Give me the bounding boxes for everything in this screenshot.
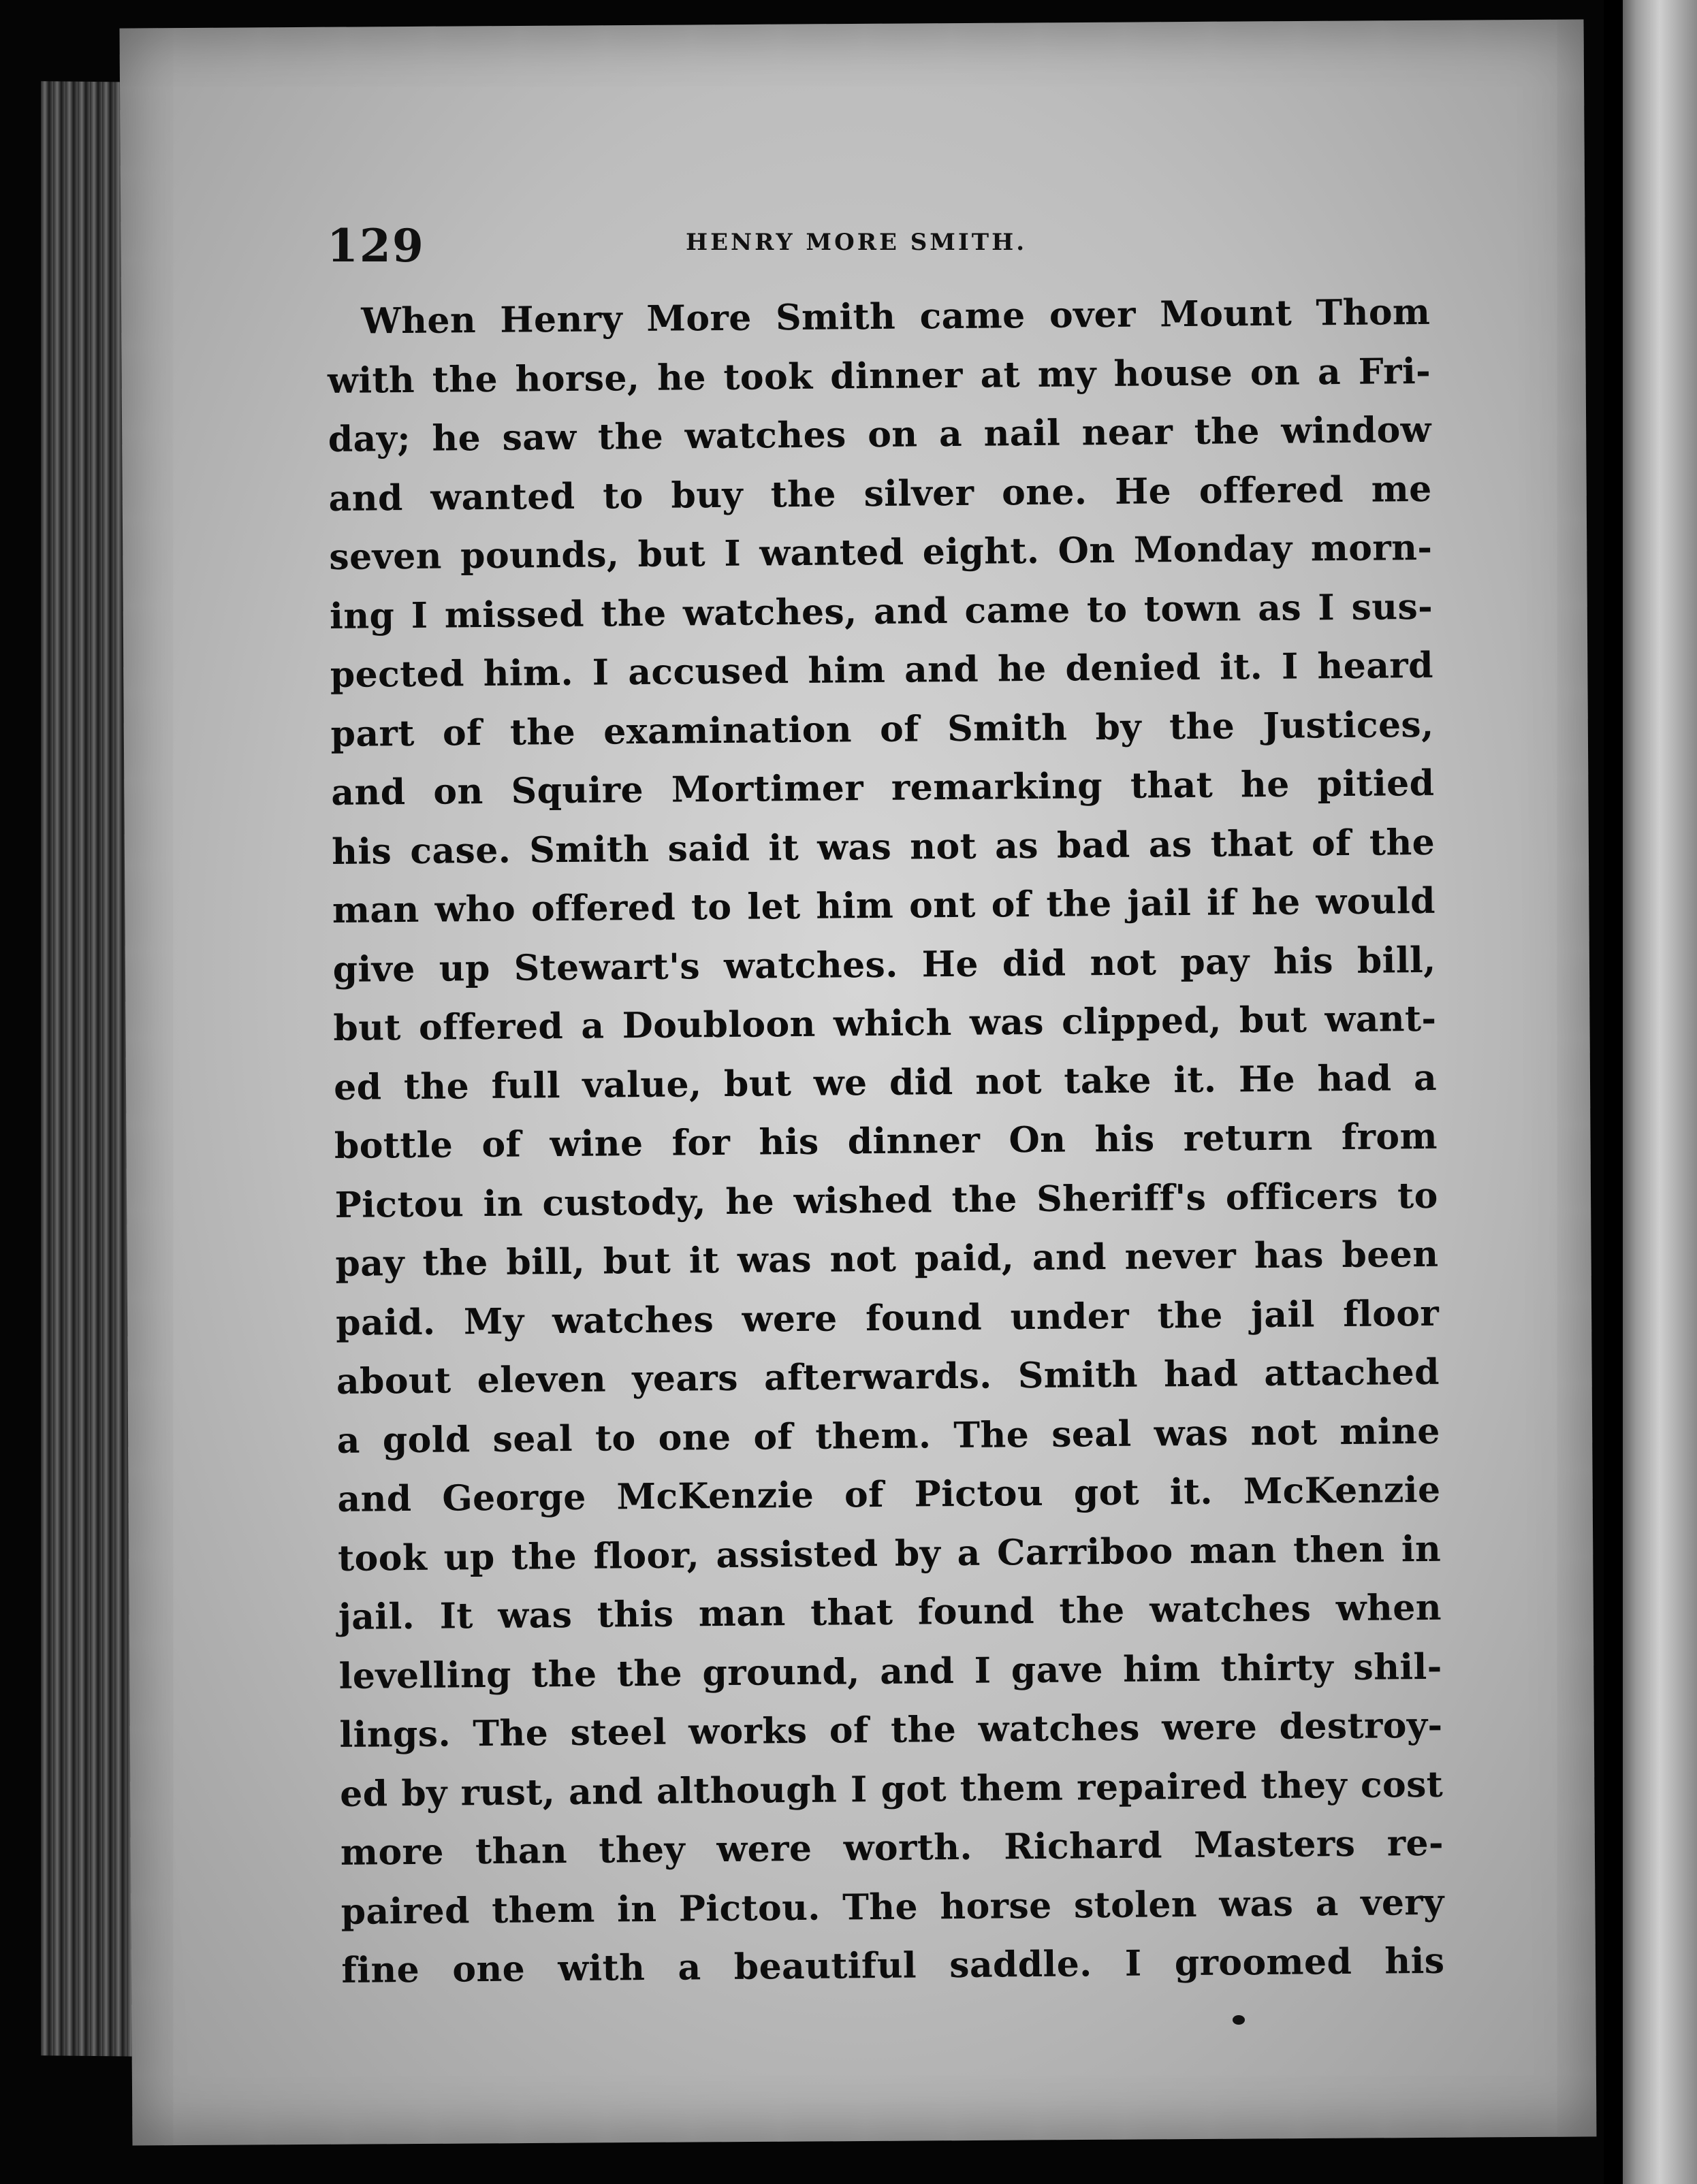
text-line: lings. The steel works of the watches were destroy- (339, 1704, 1443, 1756)
running-head: HENRY MORE SMITH. (686, 229, 1028, 256)
text-line: and George McKenzie of Pictou got it. McKenzie (337, 1468, 1441, 1520)
page-number: 129 (327, 219, 425, 272)
text-line: about eleven years afterwards. Smith had attached (336, 1351, 1440, 1402)
text-line: took up the floor, assisted by a Carriboo man then in (337, 1528, 1442, 1579)
text-line: day; he saw the watches on a nail near the window (328, 408, 1432, 460)
text-line: When Henry More Smith came over Mount Thom (361, 291, 1431, 342)
facing-page-edge (1604, 0, 1697, 2184)
text-line: paid. My watches were found under the jail floor (335, 1292, 1440, 1344)
text-line: levelling the the ground, and I gave him thirty shil- (338, 1645, 1442, 1697)
ink-speck (1233, 2015, 1245, 2025)
text-line: fine one with a beautiful saddle. I groomed his (341, 1940, 1445, 1991)
text-line: Pictou in custody, he wished the Sheriff's officers to (334, 1174, 1438, 1226)
text-line: ed by rust, and although I got them repaired they cost (339, 1763, 1444, 1815)
page-header (327, 219, 1553, 274)
text-line: give up Stewart's watches. He did not pay his bill, (332, 939, 1436, 991)
text-line: paired them in Pictou. The horse stolen was a very (340, 1881, 1444, 1933)
text-line: ed the full value, but we did not take it. He had a (333, 1057, 1438, 1108)
text-line: man who offered to let him ont of the jail if he would (332, 880, 1436, 931)
text-line: seven pounds, but I wanted eight. On Monday morn- (329, 526, 1433, 578)
text-line: with the horse, he took dinner at my house on a Fri- (327, 350, 1431, 402)
text-line: and wanted to buy the silver one. He offered me (328, 468, 1432, 519)
text-line: bottle of wine for his dinner On his return from (334, 1115, 1438, 1167)
text-line: pay the bill, but it was not paid, and never has been (335, 1233, 1439, 1285)
text-line: part of the examination of Smith by the Justices, (330, 703, 1434, 755)
text-line: jail. It was this man that found the watches when (338, 1586, 1442, 1638)
text-line: and on Squire Mortimer remarking that he pitied (331, 762, 1435, 814)
text-line: his case. Smith said it was not as bad as that of the (331, 821, 1436, 873)
text-line: ing I missed the watches, and came to town as I sus- (329, 585, 1433, 637)
text-line: but offered a Doubloon which was clipped, but want- (333, 997, 1437, 1049)
text-line: a gold seal to one of them. The seal was not mine (336, 1410, 1440, 1462)
body-text (327, 283, 1445, 2001)
text-line: more than they were worth. Richard Masters re- (340, 1822, 1444, 1874)
text-line: pected him. I accused him and he denied it. I heard (330, 644, 1434, 696)
